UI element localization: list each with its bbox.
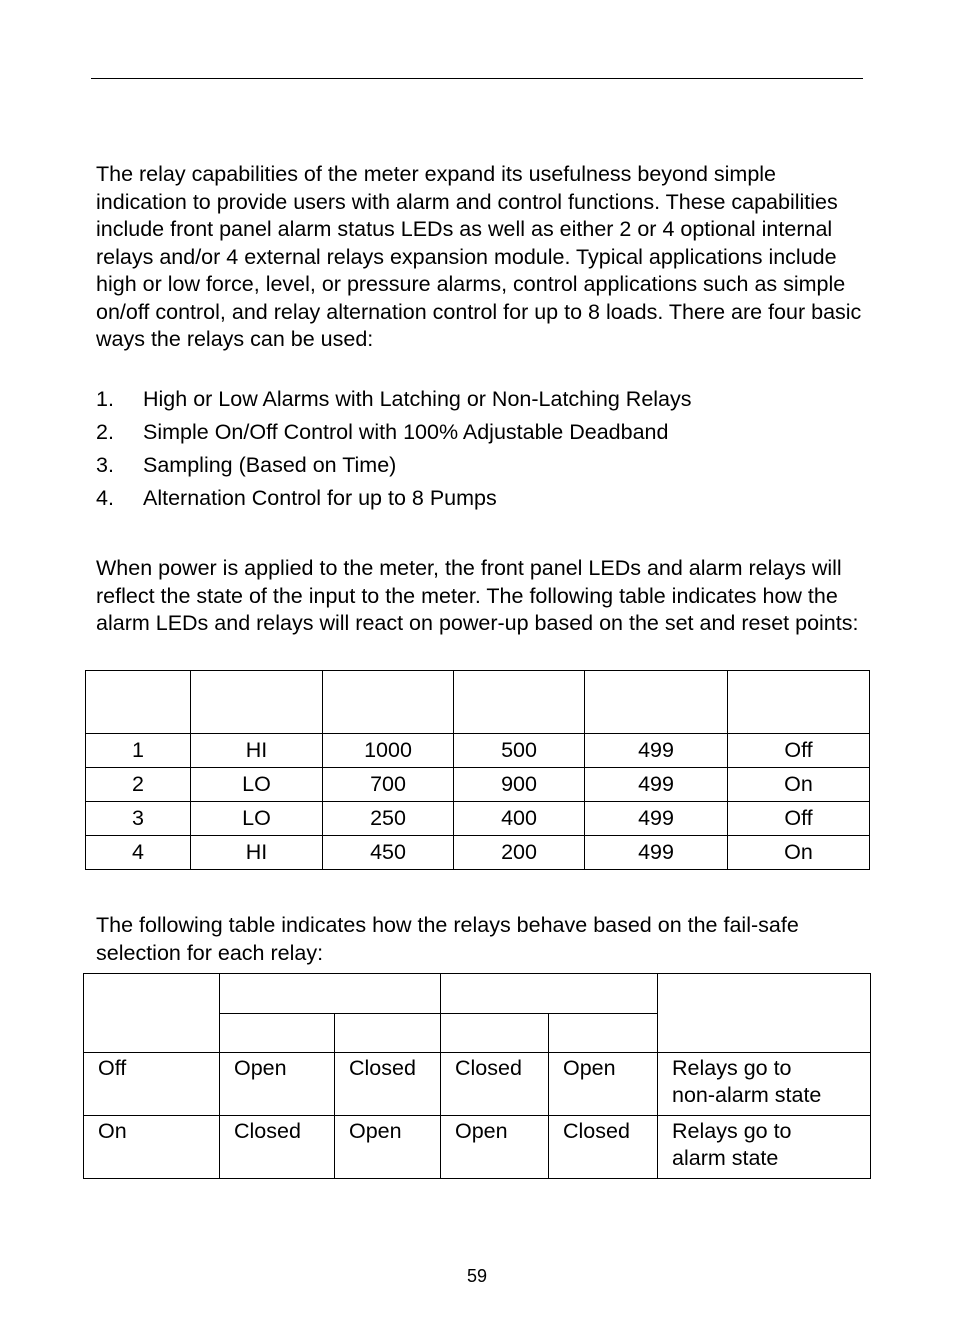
list-number: 2. [96, 420, 114, 444]
table-row [84, 1116, 871, 1179]
list-text: High or Low Alarms with Latching or Non-Latching Relays [143, 387, 692, 411]
table-header-cell [658, 974, 871, 1053]
cell-line: alarm state [672, 1146, 779, 1170]
table-header-cell [220, 1014, 335, 1053]
table-row [86, 734, 870, 768]
table-cell: 400 [454, 802, 585, 836]
table-header-cell [585, 671, 728, 734]
table-cell: 499 [585, 802, 728, 836]
table-cell: Closed [441, 1053, 549, 1116]
failsafe-table [83, 973, 871, 1179]
table-cell: 700 [323, 768, 454, 802]
list-item [96, 418, 866, 451]
table-cell: Off [84, 1053, 220, 1116]
table-cell: 2 [86, 768, 191, 802]
table-cell: On [728, 768, 870, 802]
table-cell: 1 [86, 734, 191, 768]
table-header-cell [441, 1014, 549, 1053]
table-cell: HI [191, 836, 323, 870]
list-number: 1. [96, 387, 114, 411]
table-cell: Open [335, 1116, 441, 1179]
table-cell: Off [728, 802, 870, 836]
table-cell [658, 1053, 871, 1116]
table-row [86, 768, 870, 802]
table-cell: 1000 [323, 734, 454, 768]
intro-paragraph: The relay capabilities of the meter expand its usefulness beyond simple indication to provide users with alarm and control functions. These capabilities include front panel alarm status LEDs as well as either 2 or 4 optional internal relays and/or 4 external relays expansion module. Typical applications include high or low force, level, or pressure alarms, control applications such as simple on/off control, and relay alternation control for up to 8 loads. There are four basic ways the relays can be used: [96, 162, 862, 351]
table-header-cell [86, 671, 191, 734]
table-cell: HI [191, 734, 323, 768]
table-header-row [86, 671, 870, 734]
cell-line: Relays go to [672, 1056, 792, 1080]
list-text: Sampling (Based on Time) [143, 453, 397, 477]
powerup-table [85, 670, 870, 870]
table-header-cell [549, 1014, 658, 1053]
table-cell: LO [191, 802, 323, 836]
table-cell: On [84, 1116, 220, 1179]
table-cell: Closed [549, 1116, 658, 1179]
table-cell: 499 [585, 836, 728, 870]
list-number: 4. [96, 486, 114, 510]
table-cell: 499 [585, 734, 728, 768]
table-row [86, 836, 870, 870]
table-header-cell [323, 671, 454, 734]
table-cell: 500 [454, 734, 585, 768]
table-header-cell [335, 1014, 441, 1053]
table-header-row [84, 974, 871, 1014]
table-cell: 200 [454, 836, 585, 870]
table-cell: Open [549, 1053, 658, 1116]
table-cell: Off [728, 734, 870, 768]
table-header-cell [728, 671, 870, 734]
table-header-cell [191, 671, 323, 734]
table-cell: 900 [454, 768, 585, 802]
table-cell: 3 [86, 802, 191, 836]
list-number: 3. [96, 453, 114, 477]
table-cell: On [728, 836, 870, 870]
failsafe-paragraph: The following table indicates how the relays behave based on the fail-safe selection for each relay: [96, 913, 799, 965]
table-header-cell [454, 671, 585, 734]
table-row [84, 1053, 871, 1116]
list-item [96, 484, 866, 517]
header-rule [91, 78, 863, 79]
table-cell: Open [220, 1053, 335, 1116]
table-cell: 499 [585, 768, 728, 802]
table-cell: 4 [86, 836, 191, 870]
table-header-cell [220, 974, 441, 1014]
table-row [86, 802, 870, 836]
table-cell [658, 1116, 871, 1179]
table-cell: Open [441, 1116, 549, 1179]
table-header-cell [84, 974, 220, 1053]
table-cell: Closed [335, 1053, 441, 1116]
list-item [96, 451, 866, 484]
powerup-paragraph: When power is applied to the meter, the front panel LEDs and alarm relays will reflect the state of the input to the meter. The following table indicates how the alarm LEDs and relays will react on power-up based on the set and reset points: [96, 556, 859, 635]
list-text: Alternation Control for up to 8 Pumps [143, 486, 497, 510]
cell-line: non-alarm state [672, 1083, 822, 1107]
table-cell: 450 [323, 836, 454, 870]
list-item [96, 385, 866, 418]
table-cell: 250 [323, 802, 454, 836]
table-cell: LO [191, 768, 323, 802]
list-text: Simple On/Off Control with 100% Adjustable Deadband [143, 420, 669, 444]
table-cell: Closed [220, 1116, 335, 1179]
cell-line: Relays go to [672, 1119, 792, 1143]
page-number: 59 [466, 1266, 488, 1286]
table-header-cell [441, 974, 658, 1014]
relay-uses-list [96, 385, 866, 517]
